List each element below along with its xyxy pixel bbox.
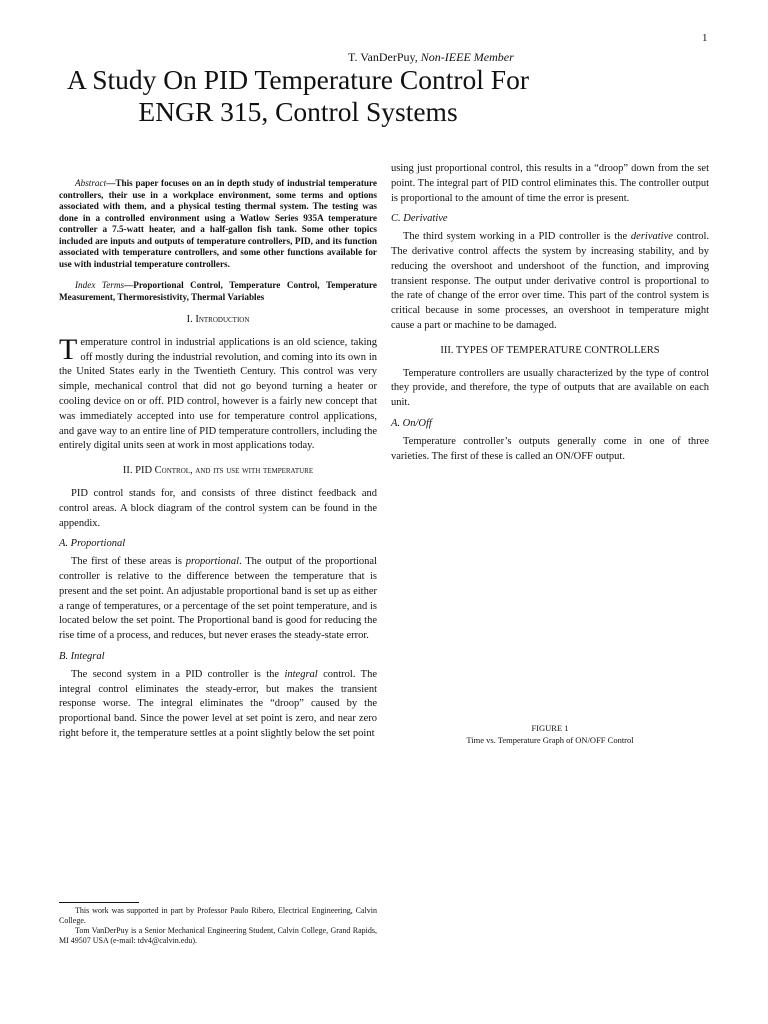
subsection-heading-on-off: A. On/Off <box>391 417 432 429</box>
integral-paragraph <box>59 668 377 742</box>
proportional-text-start: The first of these areas is <box>71 556 186 568</box>
abstract-label: Abstract <box>75 178 107 188</box>
drop-cap: T <box>59 332 78 366</box>
proportional-paragraph <box>59 555 377 644</box>
on-off-paragraph: Temperature controller’s outputs generally come in one of three varieties. The first of these is called an ON/OFF output. <box>391 435 709 462</box>
index-terms-label: Index Terms <box>75 280 125 290</box>
author-name: T. VanDerPuy, <box>348 50 421 64</box>
proportional-term: proportional <box>185 556 240 568</box>
figure-caption <box>460 722 640 746</box>
integral-text-end: control. The integral control eliminates the steady-error, but makes the transient response worse. The integral eliminates the “droop” caused by the proportional band. Since the power level at set point is zero, and near zero right before it, the temperature settles at a point slightly below the set point <box>59 668 377 739</box>
left-column <box>59 178 377 742</box>
author-membership: Non-IEEE Member <box>420 50 514 64</box>
right-column <box>391 162 709 464</box>
figure-label: FIGURE 1 <box>531 723 569 733</box>
derivative-text-start: The third system working in a PID controller is the <box>403 231 631 243</box>
abstract <box>59 178 377 270</box>
page-number: 1 <box>702 32 708 44</box>
derivative-text-end: control. The derivative control affects the system by increasing stability, and by reducing the overshoot and undershoot of the function, and improving transient response. The output under derivative control is proportional to the rate of change of the error over time. This part of the control system is critical because in some processes, an overshoot in temperature might cause a part or machine to be damaged. <box>391 231 709 331</box>
footnote-author: Tom VanDerPuy is a Senior Mechanical Engineering Student, Calvin College, Grand Rapids, MI 49507 USA (e-mail: tdv4@calvin.edu). <box>59 926 377 945</box>
integral-term: integral <box>284 668 318 680</box>
section-heading-pid-control: II. PID Control, and its use with temperature <box>122 465 314 477</box>
footnote-rule <box>59 902 139 903</box>
section-heading-introduction: I. Introduction <box>186 314 250 325</box>
footnotes <box>59 906 377 946</box>
introduction-paragraph <box>59 332 377 454</box>
section-heading-types: III. TYPES OF TEMPERATURE CONTROLLERS <box>440 344 660 356</box>
author-line <box>348 50 514 65</box>
derivative-term: derivative <box>630 231 673 243</box>
integral-continued-paragraph: using just proportional control, this results in a “droop” down from the set point. The integral part of PID control eliminates this. The controller output is proportional to the amount of time the error is present. <box>391 163 709 204</box>
abstract-text: —This paper focuses on an in depth study of industrial temperature controllers, their use in a workplace environment, some terms and options associated with them, and a physical testing thermal system. The testing was done in a controlled environment using a Watlow Series 935A temperature controller a 7.5-watt heater, and a half-gallon fish tank. Some other topics included are inputs and outputs of temperature controllers, PID, and its function associated with temperature controllers, and some other functions available for use with industrial temperature controllers. <box>59 178 377 269</box>
pid-paragraph: PID control stands for, and consists of three distinct feedback and control areas. A block diagram of the control system can be found in the appendix. <box>59 487 377 529</box>
types-paragraph: Temperature controllers are usually characterized by the type of control they provide, and therefore, the type of outputs that are available on each unit. <box>391 367 709 409</box>
paper-title: A Study On PID Temperature Control For ENGR 315, Control Systems <box>67 64 529 127</box>
derivative-paragraph <box>391 230 709 334</box>
index-terms-text: —Proportional Control, Temperature Control, Temperature Measurement, Thermoresistivity, Thermal Variables <box>59 280 377 302</box>
index-terms <box>59 280 377 303</box>
footnote-funding: This work was supported in part by Professor Paulo Ribero, Electrical Engineering, Calvin College. <box>59 906 377 925</box>
proportional-text-end: . The output of the proportional controller is relative to the difference between the temperature that is present and the set point. An adjustable proportional band is set up as either a range of temperatures, or a percentage of the set point temperature, and is located below the set point. The Proportional band is good for reducing the rise time of a process, and reduces, but never erases the steady-state error. <box>59 556 377 642</box>
subsection-heading-integral: B. Integral <box>59 650 105 662</box>
figure-caption-text: Time vs. Temperature Graph of ON/OFF Control <box>466 735 634 745</box>
integral-text-start: The second system in a PID controller is the <box>71 668 285 680</box>
subsection-heading-proportional: A. Proportional <box>59 538 126 550</box>
introduction-text: emperature control in industrial applications is an old science, taking off mostly during the industrial revolution, and coming into its own in the United States early in the Twentieth Century. This control was very simple, mechanical control that did not go beyond turning a heater or cooling device on or off. PID control, however is a fairly new concept that was immediately accepted into use for temperature control applications, and gave way to an entire line of PID temperature controllers, including the entirely digital units seen at work in most applications today. <box>59 336 377 452</box>
subsection-heading-derivative: C. Derivative <box>391 213 448 225</box>
